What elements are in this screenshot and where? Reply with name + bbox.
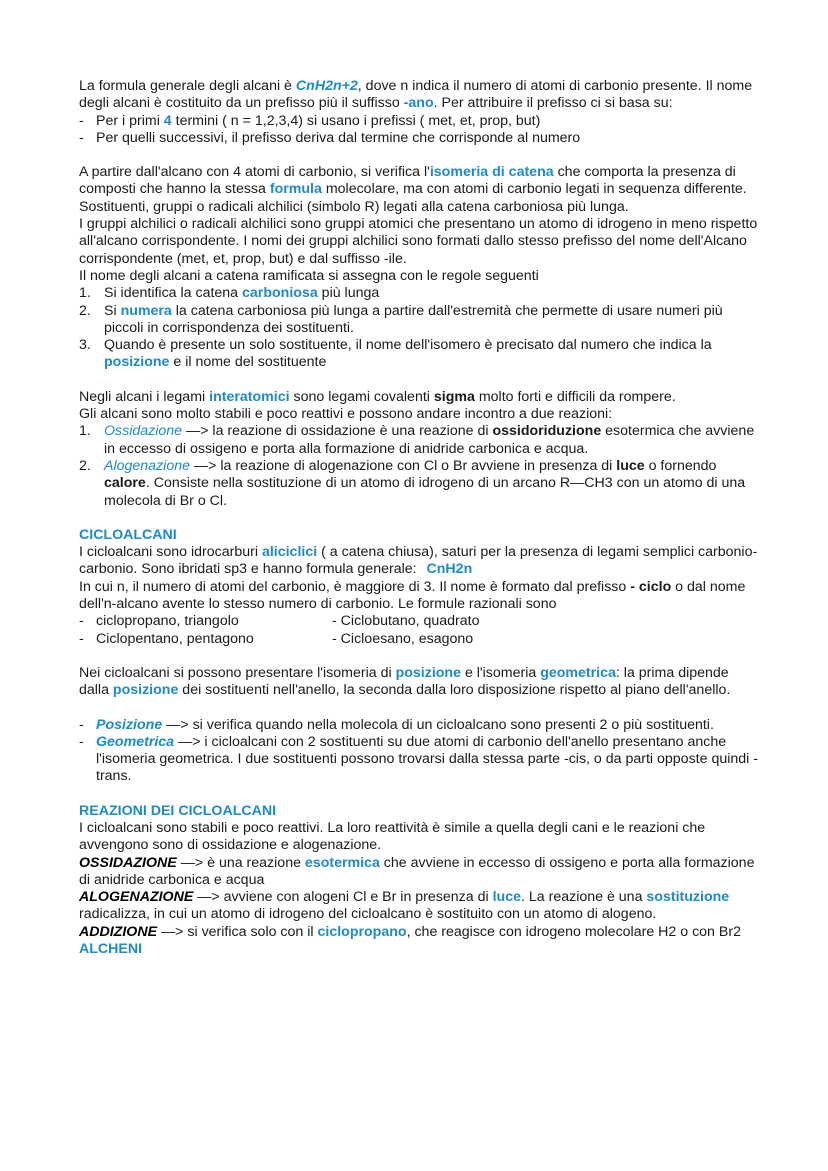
list-number: 2. — [79, 457, 91, 474]
bold-term: - ciclo — [630, 578, 672, 595]
italic-label: Geometrica — [96, 733, 175, 750]
text: la catena carboniosa più lunga a partire dall'estremità che permette di usare numeri più piccoli in corrispondenza dei sostituenti. — [104, 302, 723, 336]
highlight: formula — [269, 181, 322, 198]
text: ( a catena chiusa), saturi per la presenza di legami semplici carbonio-carbonio. Sono ibridati sp3 e hanno formula generale: — [79, 544, 758, 578]
text: : la prima dipende dalla — [79, 664, 729, 699]
text: , dove n indica il numero di atomi di carbonio presente. Il nome degli alcani è costituito da un prefisso più il suffisso — [79, 78, 753, 112]
text: In cui n, il numero di atomi del carbonio, è maggiore di 3. Il nome è formato dal prefisso — [79, 578, 631, 595]
highlight: 4 — [163, 112, 172, 129]
text: e il nome del sostituente — [169, 354, 327, 371]
text: - Cicloesano, esagono — [332, 630, 474, 647]
paragraph: I cicloalcani sono stabili e poco reattivi. La loro reattività è simile a quella degli cani e le reazioni che avvengono sono di ossidazione e alogenazione. — [79, 819, 706, 854]
text: o dal nome dell'n-alcano avente lo stesso numero di carbonio. Le formule razionali sono — [79, 578, 746, 613]
legami-paragraph — [79, 389, 759, 406]
text: . Consiste nella sostituzione di un atomo di idrogeno di un arcano R—CH3 con un atomo di una molecola di Br o Cl. — [104, 475, 746, 509]
bullet-marker: - — [79, 716, 84, 733]
reaction-label: ALOGENAZIONE — [79, 889, 194, 906]
text: A partire dall'alcano con 4 atomi di carbonio, si verifica l' — [79, 164, 430, 181]
list-item — [79, 613, 759, 630]
list-item — [79, 130, 759, 147]
list-item — [79, 734, 759, 786]
alogenazione-paragraph — [79, 889, 759, 924]
list-number: 1. — [79, 423, 91, 440]
text: molecolare, ma con atomi di carbonio legati in sequenza differente. — [321, 181, 747, 198]
text: —> avviene con alogeni Cl e Br in presenza di — [193, 889, 493, 906]
bold-term: ossidoriduzione — [492, 423, 602, 440]
highlight: sostituzione — [646, 889, 730, 906]
text: , che reagisce con idrogeno molecolare H2 o con Br2 — [406, 923, 741, 940]
text: —> è una reazione — [176, 854, 305, 871]
text: I cicloalcani sono idrocarburi — [79, 544, 262, 561]
text: Si — [104, 302, 121, 319]
paragraph: I gruppi alchilici o radicali alchilici sono gruppi atomici che presentano un atomo di idrogeno in meno rispetto all'alcano corrispondente. I nomi dei gruppi alchilici sono formati dallo stesso prefisso del nome dell'Alcano corrispondente (met, et, prop, but) e dal suffisso -ile. — [79, 216, 758, 267]
bullet-marker: - — [79, 112, 84, 129]
paragraph: Sostituenti, gruppi o radicali alchilici (simbolo R) legati alla catena carboniosa più lunga. — [79, 198, 629, 215]
list-number: 1. — [79, 285, 91, 302]
highlight: posizione — [395, 664, 461, 681]
list-item — [79, 423, 759, 458]
text: —> si verifica quando nella molecola di un cicloalcano sono presenti 2 o più sostituenti. — [162, 716, 714, 733]
cycloalkane-formula: CnH2n — [426, 561, 473, 578]
highlight: isomeria di catena — [429, 164, 554, 181]
bold-term: calore — [104, 475, 146, 492]
paragraph: Gli alcani sono molto stabili e poco reattivi e possono andare incontro a due reazioni: — [79, 406, 613, 423]
text: Per quelli successivi, il prefisso deriva dal termine che corrisponde al numero — [96, 129, 581, 146]
text: Nei cicloalcani si possono presentare l'isomeria di — [79, 664, 396, 681]
text: che avviene in eccesso di ossigeno e porta alla formazione di anidride carbonica e acqua — [79, 854, 755, 888]
reaction-label: ADDIZIONE — [79, 923, 158, 940]
highlight: geometrica — [540, 664, 616, 681]
ossidazione-paragraph — [79, 855, 759, 890]
highlight: luce — [492, 889, 521, 906]
text: Per i primi — [96, 112, 164, 129]
list-item — [79, 303, 759, 338]
text: e l'isomeria — [461, 664, 541, 681]
paragraph — [79, 579, 759, 614]
alkane-formula: CnH2n+2 — [295, 78, 358, 94]
text: che comporta la presenza di composti che hanno la stessa — [79, 164, 736, 198]
suffix-ano: -ano — [403, 95, 434, 112]
text: —> si verifica solo con il — [157, 923, 318, 940]
text: La formula generale degli alcani è — [79, 78, 296, 94]
addizione-paragraph — [79, 924, 759, 941]
highlight: posizione — [104, 354, 170, 371]
highlight: aliciclici — [261, 544, 318, 561]
italic-label: Alogenazione — [104, 457, 190, 474]
cicloalcani-paragraph — [79, 544, 759, 579]
reaction-label: OSSIDAZIONE — [79, 854, 177, 871]
list-item — [79, 458, 759, 510]
text: molto forti e difficili da rompere. — [474, 388, 676, 405]
text: ciclopropano, triangolo — [96, 613, 239, 630]
italic-label: Posizione — [96, 716, 163, 733]
text: Ciclopentano, pentagono — [96, 630, 254, 647]
document-page — [79, 78, 759, 958]
text: —> la reazione di ossidazione è una reazione di — [182, 423, 493, 440]
text: esotermica che avviene in eccesso di ossigeno e porta alla formazione di anidride carbonica e acqua. — [104, 423, 755, 457]
isomeria-ciclo-paragraph — [79, 665, 759, 700]
text: dei sostituenti nell'anello, la seconda dalla loro disposizione rispetto al piano dell'anello. — [178, 682, 731, 699]
intro-paragraph — [79, 78, 759, 113]
text: termini ( n = 1,2,3,4) si usano i prefissi ( met, et, prop, but) — [171, 112, 541, 129]
highlight: posizione — [112, 682, 179, 699]
highlight: numera — [120, 302, 172, 319]
text: Si identifica la catena — [104, 285, 243, 302]
text: . La reazione è una — [520, 889, 647, 906]
bullet-marker: - — [79, 129, 84, 146]
list-number: 2. — [79, 302, 91, 319]
text: Quando è presente un solo sostituente, il nome dell'isomero è precisato dal numero che indica la — [104, 337, 712, 354]
section-heading: ALCHENI — [79, 941, 143, 958]
text: Negli alcani i legami — [79, 388, 210, 405]
text: . Per attribuire il prefisso ci si basa su: — [433, 95, 673, 112]
highlight: carboniosa — [242, 285, 318, 302]
text: - Ciclobutano, quadrato — [332, 613, 480, 630]
italic-label: Ossidazione — [104, 423, 183, 440]
list-item — [79, 631, 759, 648]
section-heading: REAZIONI DEI CICLOALCANI — [79, 802, 277, 819]
bold-term: sigma — [433, 388, 475, 405]
highlight: esotermica — [304, 854, 380, 871]
bold-term: luce — [616, 457, 645, 474]
list-number: 3. — [79, 337, 91, 354]
section-heading: CICLOALCANI — [79, 526, 177, 543]
text: più lunga — [317, 285, 380, 302]
list-item — [79, 717, 759, 734]
isomeria-paragraph — [79, 164, 759, 199]
list-item — [79, 337, 759, 372]
paragraph: Il nome degli alcani a catena ramificata si assegna con le regole seguenti — [79, 267, 539, 284]
highlight: ciclopropano — [317, 923, 407, 940]
text: —> la reazione di alogenazione con Cl o Br avviene in presenza di — [189, 457, 617, 474]
highlight: interatomici — [209, 388, 290, 405]
bullet-marker: - — [79, 630, 84, 647]
text: radicalizza, in cui un atomo di idrogeno del cicloalcano è sostituito con un atomo di alogeno. — [79, 906, 657, 923]
text: sono legami covalenti — [289, 388, 434, 405]
text: o fornendo — [644, 457, 717, 474]
list-item — [79, 113, 759, 130]
bullet-marker: - — [79, 733, 84, 750]
bullet-marker: - — [79, 613, 84, 630]
list-item — [79, 285, 759, 302]
text: —> i cicloalcani con 2 sostituenti su due atomi di carbonio dell'anello presentano anche l'isomeria geometrica. I due sostituenti possono trovarsi dalla stessa parte -cis, o da parti opposte quindi -trans. — [96, 733, 758, 785]
